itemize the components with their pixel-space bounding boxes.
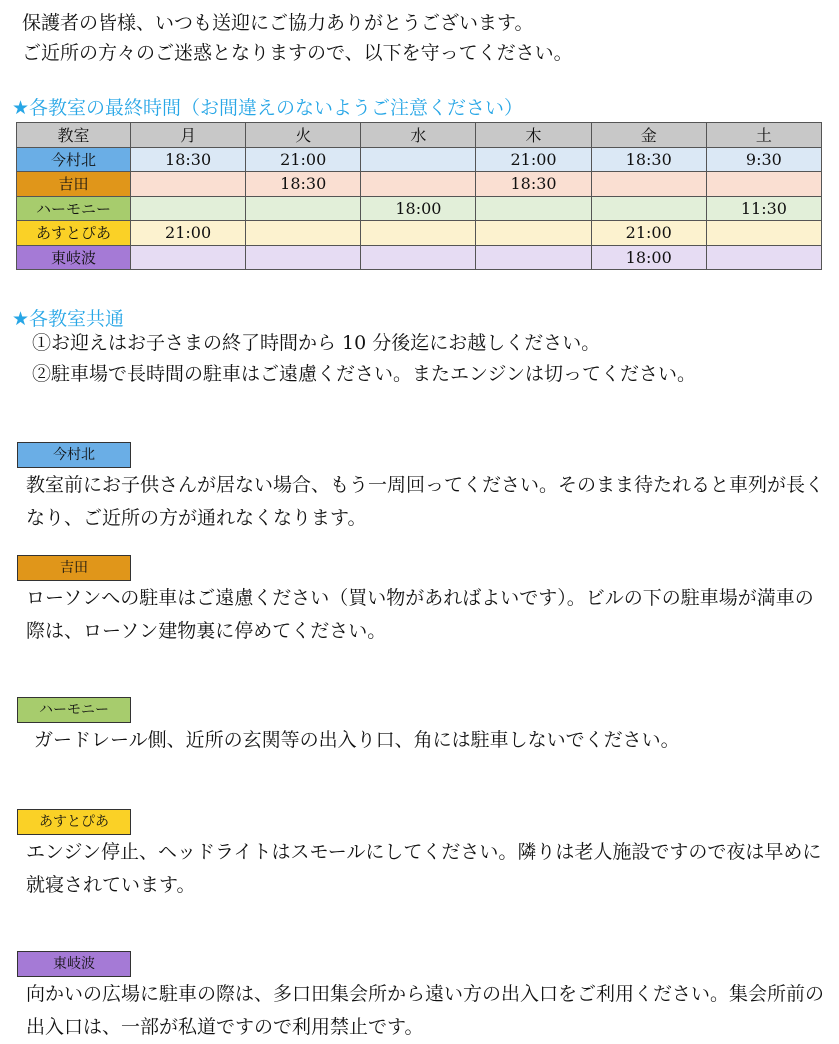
header-thu: 木	[476, 123, 591, 148]
common-rule-2: ②駐車場で長時間の駐車はご遠慮ください。またエンジンは切ってください。	[32, 363, 697, 385]
header-mon: 月	[131, 123, 246, 148]
note-label-imamurakita: 今村北	[17, 442, 131, 468]
schedule-header-row	[17, 123, 822, 148]
note-text-asutopia: エンジン停止、ヘッドライトはスモールにしてください。隣りは老人施設ですので夜は早めに就寝されています。	[26, 841, 822, 896]
schedule-cell-thu	[476, 221, 591, 246]
schedule-table	[16, 122, 822, 270]
intro-line-1: 保護者の皆様、いつも送迎にご協力ありがとうございます。	[22, 12, 534, 34]
schedule-cell-thu	[476, 245, 591, 270]
common-rules	[32, 328, 696, 390]
schedule-title: ★各教室の最終時間（お間違えのないようご注意ください）	[12, 97, 524, 119]
schedule-cell-tue	[246, 196, 361, 221]
note-text-yoshida: ローソンへの駐車はご遠慮ください（買い物があればよいです）。ビルの下の駐車場が満車の際は、ローソン建物裏に停めてください。	[26, 587, 814, 642]
note-text-imamurakita: 教室前にお子供さんが居ない場合、もう一周回ってください。そのまま待たれると車列が長くなり、ご近所の方が通れなくなります。	[26, 474, 825, 529]
schedule-cell-tue: 18:30	[246, 172, 361, 197]
schedule-cell-mon: 18:30	[131, 147, 246, 172]
header-wed: 水	[361, 123, 476, 148]
note-text-higashikiwa: 向かいの広場に駐車の際は、多口田集会所から遠い方の出入口をご利用ください。集会所前の出入口は、一部が私道ですので利用禁止です。	[26, 983, 825, 1038]
schedule-row	[17, 196, 822, 221]
schedule-cell-sat	[706, 221, 821, 246]
schedule-cell-fri	[591, 172, 706, 197]
intro-line-2: ご近所の方々のご迷惑となりますので、以下を守ってください。	[22, 42, 573, 64]
note-label-harmony: ハーモニー	[17, 697, 131, 723]
header-tue: 火	[246, 123, 361, 148]
schedule-cell-tue	[246, 221, 361, 246]
schedule-cell-sat	[706, 172, 821, 197]
schedule-cell-fri: 18:30	[591, 147, 706, 172]
common-rule-1: ①お迎えはお子さまの終了時間から 10 分後迄にお越しください。	[32, 332, 601, 354]
schedule-cell-sat: 9:30	[706, 147, 821, 172]
schedule-cell-wed: 18:00	[361, 196, 476, 221]
schedule-cell-mon	[131, 172, 246, 197]
intro-text	[22, 8, 573, 68]
schedule-room-label: 東岐波	[17, 245, 131, 270]
schedule-cell-tue: 21:00	[246, 147, 361, 172]
schedule-row	[17, 245, 822, 270]
header-sat: 土	[706, 123, 821, 148]
schedule-cell-wed	[361, 245, 476, 270]
note-label-yoshida: 吉田	[17, 555, 131, 581]
schedule-cell-fri: 18:00	[591, 245, 706, 270]
schedule-cell-fri	[591, 196, 706, 221]
schedule-cell-mon: 21:00	[131, 221, 246, 246]
header-fri: 金	[591, 123, 706, 148]
header-room: 教室	[17, 123, 131, 148]
schedule-cell-wed	[361, 221, 476, 246]
schedule-cell-sat: 11:30	[706, 196, 821, 221]
note-label-higashikiwa: 東岐波	[17, 951, 131, 977]
note-text-harmony: ガードレール側、近所の玄関等の出入り口、角には駐車しないでください。	[34, 729, 680, 751]
schedule-cell-wed	[361, 147, 476, 172]
schedule-room-label: あすとぴあ	[17, 221, 131, 246]
schedule-cell-mon	[131, 196, 246, 221]
schedule-room-label: ハーモニー	[17, 196, 131, 221]
schedule-cell-mon	[131, 245, 246, 270]
schedule-row	[17, 221, 822, 246]
schedule-cell-thu	[476, 196, 591, 221]
schedule-cell-thu: 18:30	[476, 172, 591, 197]
note-label-asutopia: あすとぴあ	[17, 809, 131, 835]
schedule-cell-sat	[706, 245, 821, 270]
schedule-row	[17, 172, 822, 197]
schedule-cell-thu: 21:00	[476, 147, 591, 172]
schedule-row	[17, 147, 822, 172]
schedule-cell-wed	[361, 172, 476, 197]
common-title: ★各教室共通	[12, 308, 125, 330]
schedule-room-label: 今村北	[17, 147, 131, 172]
schedule-cell-tue	[246, 245, 361, 270]
schedule-room-label: 吉田	[17, 172, 131, 197]
schedule-cell-fri: 21:00	[591, 221, 706, 246]
